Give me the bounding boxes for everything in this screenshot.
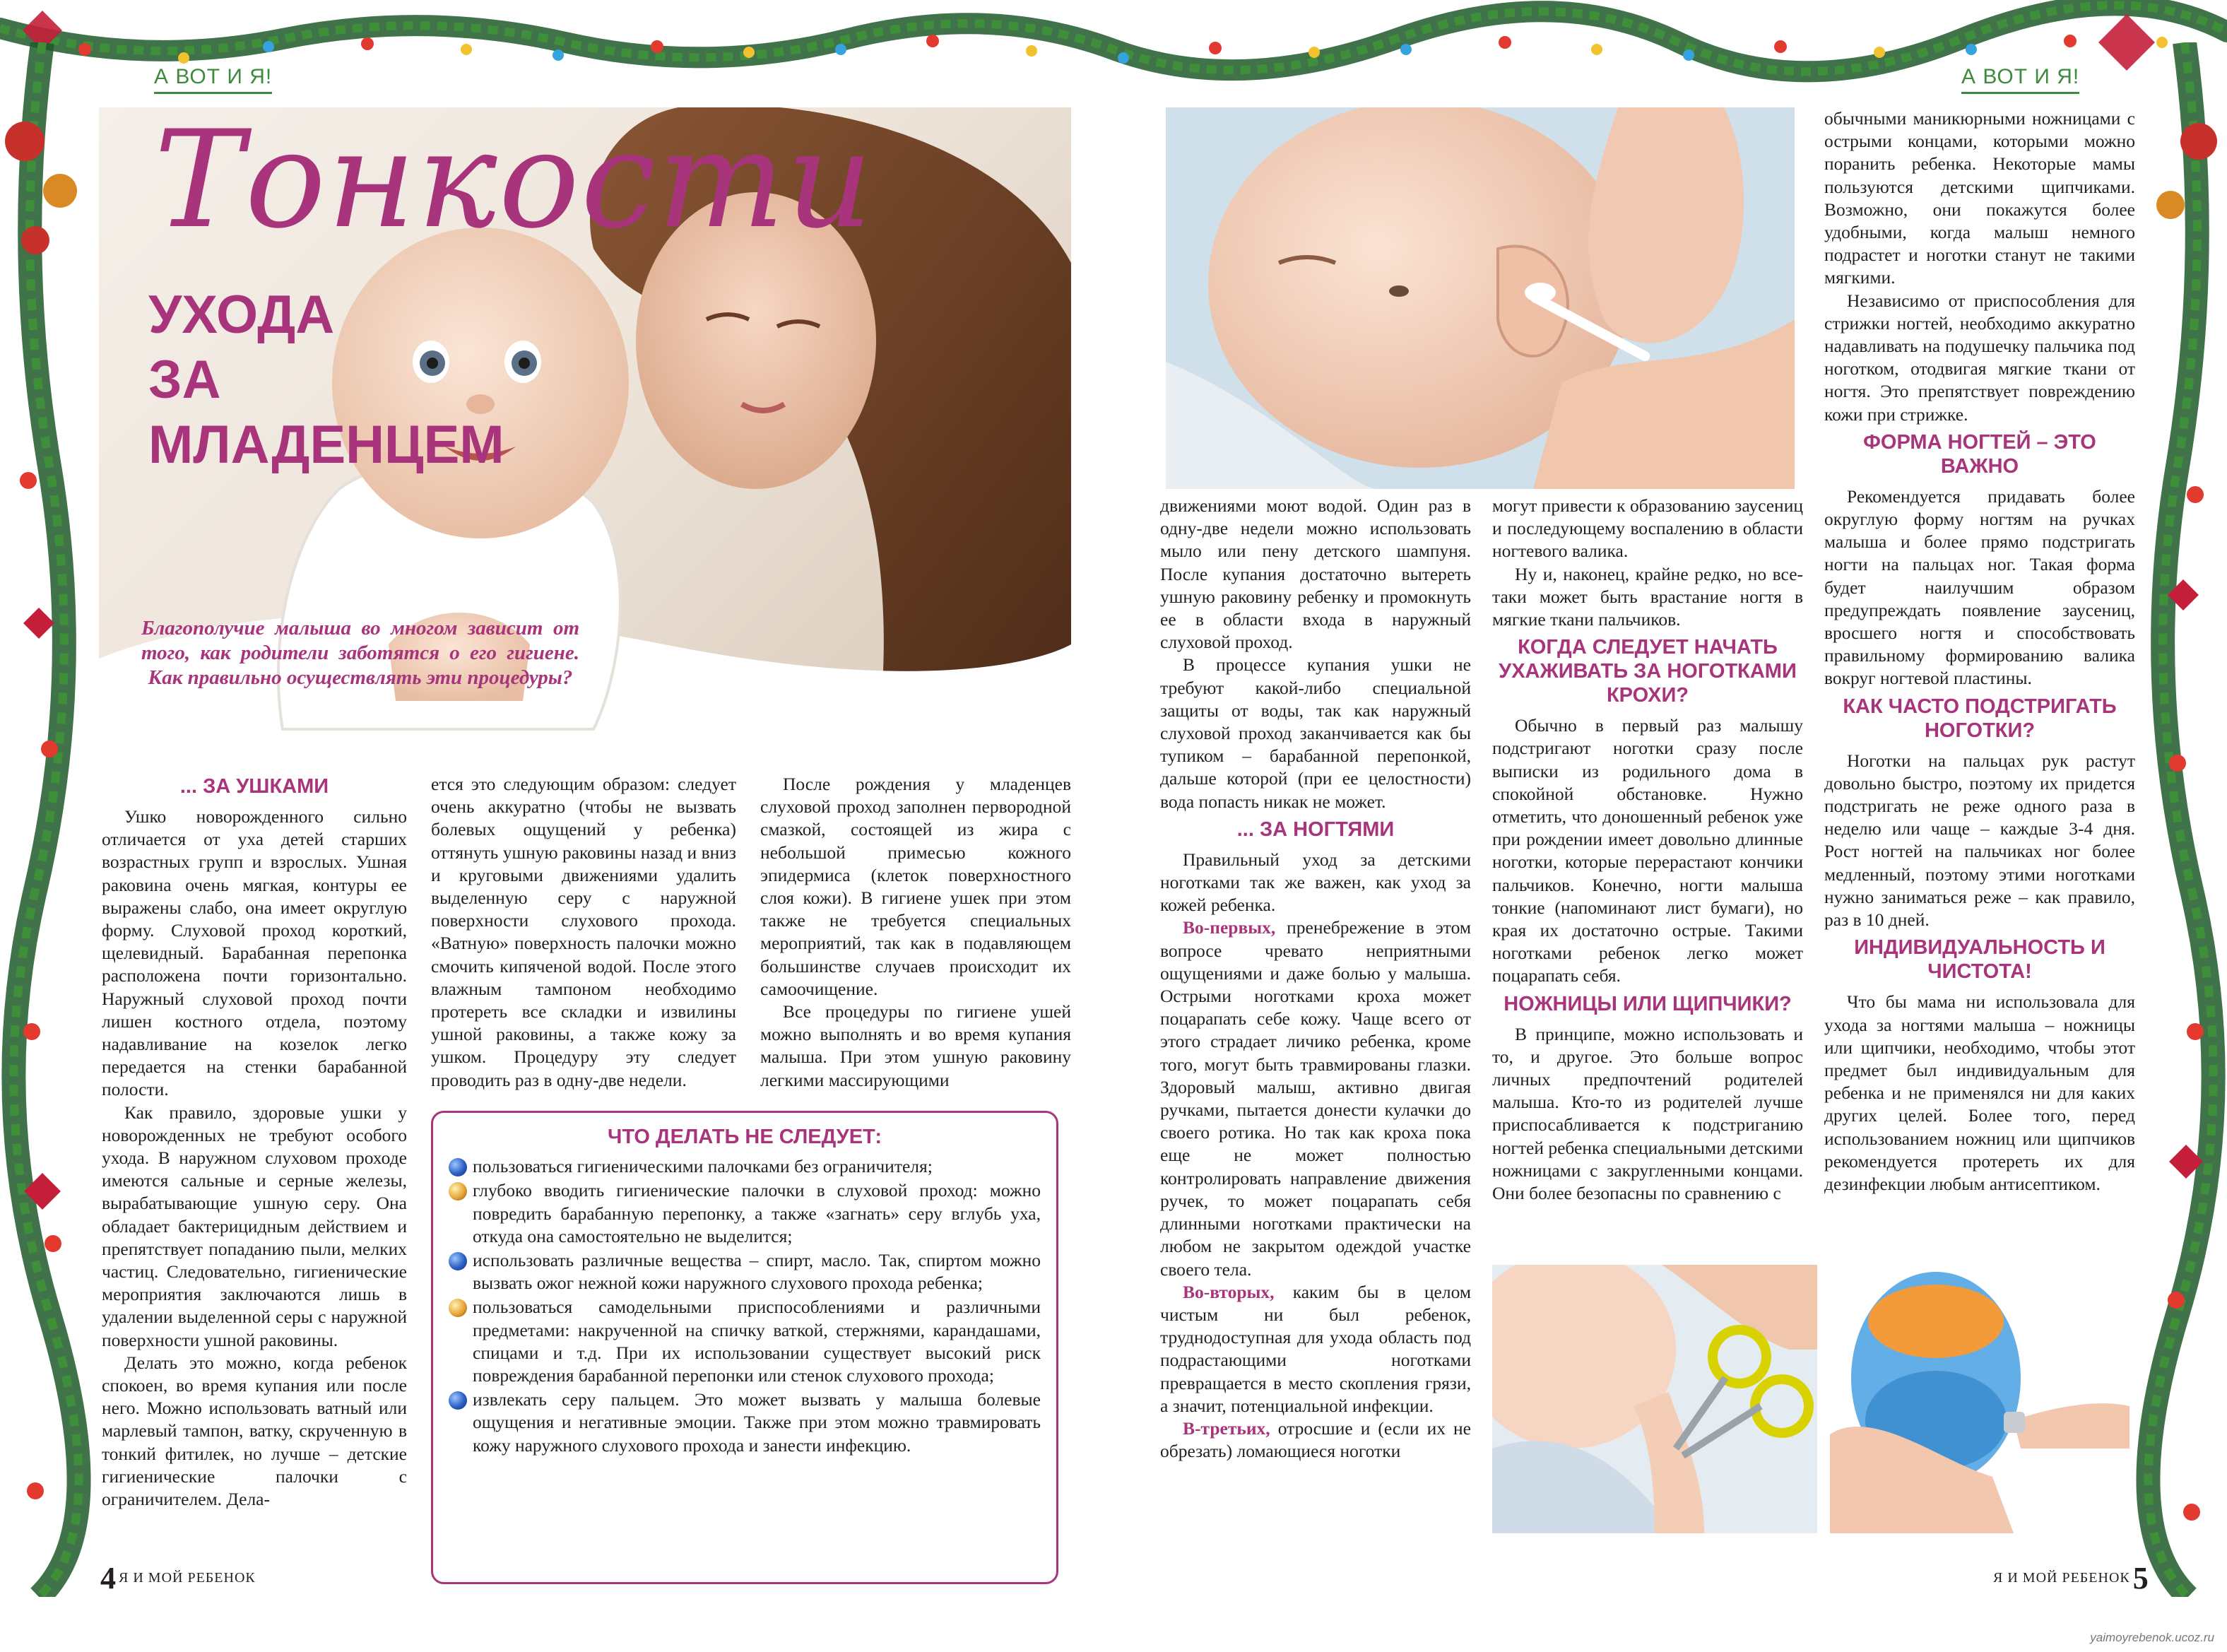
heading-nail-shape: ФОРМА НОГТЕЙ – ЭТО ВАЖНО [1863,430,2096,478]
right-column-3 [1824,107,2135,1196]
paragraph: движениями моют водой. Один раз в одну-две недели можно использовать мыло или пену детского шампуня. После купания достаточно вытереть ушную раковину ребенку и промокнуть ее в области входа в наружный слуховой проход. [1160,495,1471,653]
heading-when-to-start: КОГДА СЛЕДУЕТ НАЧАТЬ УХАЖИВАТЬ ЗА НОГОТКАМИ КРОХИ? [1499,636,1797,707]
left-column-1 [102,770,407,1511]
ornament-bullet-icon [449,1182,467,1200]
paragraph: Как правило, здоровые ушки у новорожденных не требуют особого ухода. В наружном слуховом проходе имеются сальные и серные железы, вырабатывающие ушную серу. Она обладает бактерицидным действием и препятствует попаданию пыли, мелких частиц. Следовательно, гигиенические мероприятия заключаются лишь в удалении выделенной серы с наружной поверхности ушной раковины. [102,1102,407,1350]
paragraph: Во-первых, пренебрежение в этом вопросе чревато неприятными ощущениями и даже болью у малыша. Острыми ноготками кроха может поцарапать себе кожу. Чаще всего от этого страдает личико ребенка, кроме того, могут быть травмированы глазки. Здоровый малыш, активно двигая ручками, пытается донести кулачки до своего ротика. Но так как кроха пока еще не может полностью контролировать направление движения ручек, то может поцарапать себя длинными ноготками практически на любом не закрытом одеждой участке своего тела. [1160,917,1471,1280]
heading-individuality: ИНДИВИДУАЛЬНОСТЬ И ЧИСТОТА! [1854,936,2105,984]
paragraph: Правильный уход за детскими ноготками так же важен, как уход за кожей ребенка. [1160,849,1471,916]
right-column-2 [1492,495,1803,1205]
right-column-1 [1160,495,1471,1463]
paragraph: Ноготки на пальцах рук растут довольно быстро, поэтому их придется подстригать не реже одного раза в неделю или чаще – каждые 3-4 дня. Рост ногтей на пальчиках ног более медленный, поэтому этими ноготками нужно заниматься реже – как правило, раз в 10 дней. [1824,750,2135,931]
title-main: УХОДА ЗА МЛАДЕНЦЕМ [148,285,504,475]
dont-do-box [431,1111,1058,1584]
left-column-3 [760,773,1071,1092]
paragraph: могут привести к образованию заусениц и последующему воспалению в области ногтевого валика. [1492,495,1803,562]
magazine-name: Я И МОЙ РЕБЕНОК [1993,1570,2130,1586]
paragraph: ется это следующим образом: следует очень аккуратно (чтобы не вызвать болевых ощущений у ребенка) оттянуть ушную раковины назад и вниз и круговыми движениями удалить выделенную серу с наружной поверхности слухового прохода. «Ватную» поверхность палочки можно смочить кипяченой водой. После этого влажным тампоном необходимо протереть все складки и извилины ушной раковины, а также кожу за ушком. Процедуру эту следует проводить раз в одну-две недели. [431,774,736,1090]
page-number: 5 [2132,1561,2149,1595]
photo-nail-clipper [1830,1265,2129,1533]
paragraph: Что бы мама ни использовала для ухода за ногтями малыша – ножницы или щипчики, необходимо, чтобы этот предмет был индивидуальным для ребенка и не применялся ни для каких других целей. Более того, перед использованием ножниц или щипчиков рекомендуется протереть их для дезинфекции любым антисептиком. [1824,991,2135,1194]
dont-do-heading: ЧТО ДЕЛАТЬ НЕ СЛЕДУЕТ: [607,1126,882,1148]
dont-do-item: глубоко вводить гигиенические палочки в слуховой проход: можно повредить барабанную перепонку, а также «загнать» серу вглубь уха, откуда она самостоятельно не выделится; [449,1179,1041,1248]
lead-in-label: Во-первых, [1183,917,1276,938]
lead-in-label: Во-вторых, [1183,1281,1275,1302]
dont-do-item: извлекать серу пальцем. Это может вызвать у малыша болевые ощущения и негативные эмоции. Также при этом можно травмировать кожу наружного слухового прохода и занести инфекцию. [449,1388,1041,1457]
title-script: Тонкости [154,102,875,258]
paragraph: В-третьих, отросшие и (если их не обрезать) ломающиеся ноготки [1160,1417,1471,1462]
paragraph: После рождения у младенцев слуховой проход заполнен первородной смазкой, состоящей из жира с небольшой примесью кожного эпидермиса (клеток поверхностного слоя кожи). В гигиене ушек при этом также не требуется специальных мероприятий, так как в подавляющем большинстве случаев происходит их самоочищение. [760,774,1071,999]
folio-left [100,1560,256,1596]
paragraph: Все процедуры по гигиене ушей можно выполнять и во время купания малыша. При этом ушную раковину легкими массирующими [760,1001,1071,1090]
heading-scissors-or-clippers: НОЖНИЦЫ ИЛИ ЩИПЧИКИ? [1504,992,1792,1015]
photo-ear-cleaning [1166,107,1795,489]
dont-do-item: пользоваться самодельными приспособлениями и различными предметами: накрученной на спичку ваткой, стержнями, карандашами, спицами и т.д. При их использовании существует высокий риск повреждения барабанной перепонки или стенок слухового прохода; [449,1296,1041,1387]
paragraph: Делать это можно, когда ребенок спокоен, во время купания или после него. Можно использовать ватный или марлевый тампон, ватку, скрученную в тонкий фитилек, но лучше – детские гигиенические палочки с ограничителем. Дела- [102,1352,407,1510]
watermark: yaimoyrebenok.ucoz.ru [2090,1631,2214,1644]
paragraph: обычными маникюрными ножницами с острыми концами, которыми можно поранить ребенка. Некоторые мамы пользуются детскими щипчиками. Возможно, они покажутся более удобными, когда малыш немного подрастет и ноготки станут не такими мягкими. [1824,108,2135,288]
paragraph: Независимо от приспособления для стрижки ногтей, необходимо аккуратно надавливать на подушечку пальчика под ноготком, отодвигая мягкие ткани от ногтя. Это препятствует повреждению кожи при стрижке. [1824,290,2135,425]
ornament-bullet-icon [449,1299,467,1317]
heading-nails: ... ЗА НОГТЯМИ [1236,818,1395,841]
dont-do-item: пользоваться гигиеническими палочками без ограничителя; [449,1155,1041,1178]
dont-do-item: использовать различные вещества – спирт, масло. Так, спиртом можно вызвать ожог нежной кожи наружного слухового прохода ребенка; [449,1249,1041,1294]
photo-nail-scissors [1492,1265,1817,1533]
lead-in-label: В-третьих, [1183,1417,1270,1439]
heading-ears: ... ЗА УШКАМИ [179,775,329,798]
section-tag: А ВОТ И Я! [154,65,272,94]
page-number: 4 [100,1561,116,1595]
paragraph: Обычно в первый раз малышу подстригают ноготки сразу после выписки из родильного дома в спокойной обстановке. Нужно отметить, что доношенный ребенок уже при рождении имеет довольно длинные ноготки, которые перерастают кончики пальчиков. Конечно, ногти малыша тонкие (напоминают лист бумаги), но края их достаточно острые. Такими ноготками ребенок легко может поцарапать себя. [1492,715,1803,986]
ornament-bullet-icon [449,1391,467,1410]
folio-right [1993,1560,2149,1596]
lead-paragraph: Благополучие малыша во многом зависит от того, как родители заботятся о его гигиене. Как правильно осуществлять эти процедуры? [141,617,579,689]
paragraph: В процессе купания ушки не требуют какой-либо специальной защиты от воды, так как наружный слуховой проход заканчивается как бы тупиком – барабанной перепонкой, дальше которой (при ее целостности) вода попасть никак не может. [1160,654,1471,812]
heading-how-often: КАК ЧАСТО ПОДСТРИГАТЬ НОГОТКИ? [1843,695,2117,742]
left-column-2 [431,773,736,1092]
ornament-bullet-icon [449,1252,467,1270]
paragraph: Во-вторых, каким бы в целом чистым ни был ребенок, труднодоступная для ухода область под подрастающими ноготками превращается в место скопления грязи, а значит, потенциальной инфекции. [1160,1281,1472,1416]
ornament-bullet-icon [449,1158,467,1176]
magazine-name: Я И МОЙ РЕБЕНОК [119,1570,256,1586]
paragraph: Рекомендуется придавать более округлую форму ногтям на ручках малыша и более прямо подстригать ногти на пальцах ног. Такая форма будет наилучшим образом предупреждать появление заусениц, вросшего ногтя и способствовать правильному формированию валика вокруг ногтевой пластины. [1824,485,2135,689]
paragraph: Ну и, наконец, крайне редко, но все-таки может быть врастание ногтя в мягкие ткани пальчиков. [1492,563,1803,630]
section-tag: А ВОТ И Я! [1961,65,2079,94]
paragraph: Ушко новорожденного сильно отличается от уха детей старших возрастных групп и взрослых. Ушная раковина очень мягкая, контуры ее выражены слабо, она имеет округлую форму. Слуховой проход короткий, щелевидный. Барабанная перепонка расположена почти горизонтально. Наружный слуховой проход почти лишен костного отдела, поэтому надавливание на козелок легко передается на стенки барабанной полости. [102,806,407,1100]
paragraph: В принципе, можно использовать и то, и другое. Это больше вопрос личных предпочтений родителей малыша. Кто-то из родителей лучше приспосабливается к подстриганию ногтей ребенка специальными детскими ножницами с закругленными концами. Они более безопасны по сравнению с [1492,1023,1803,1204]
